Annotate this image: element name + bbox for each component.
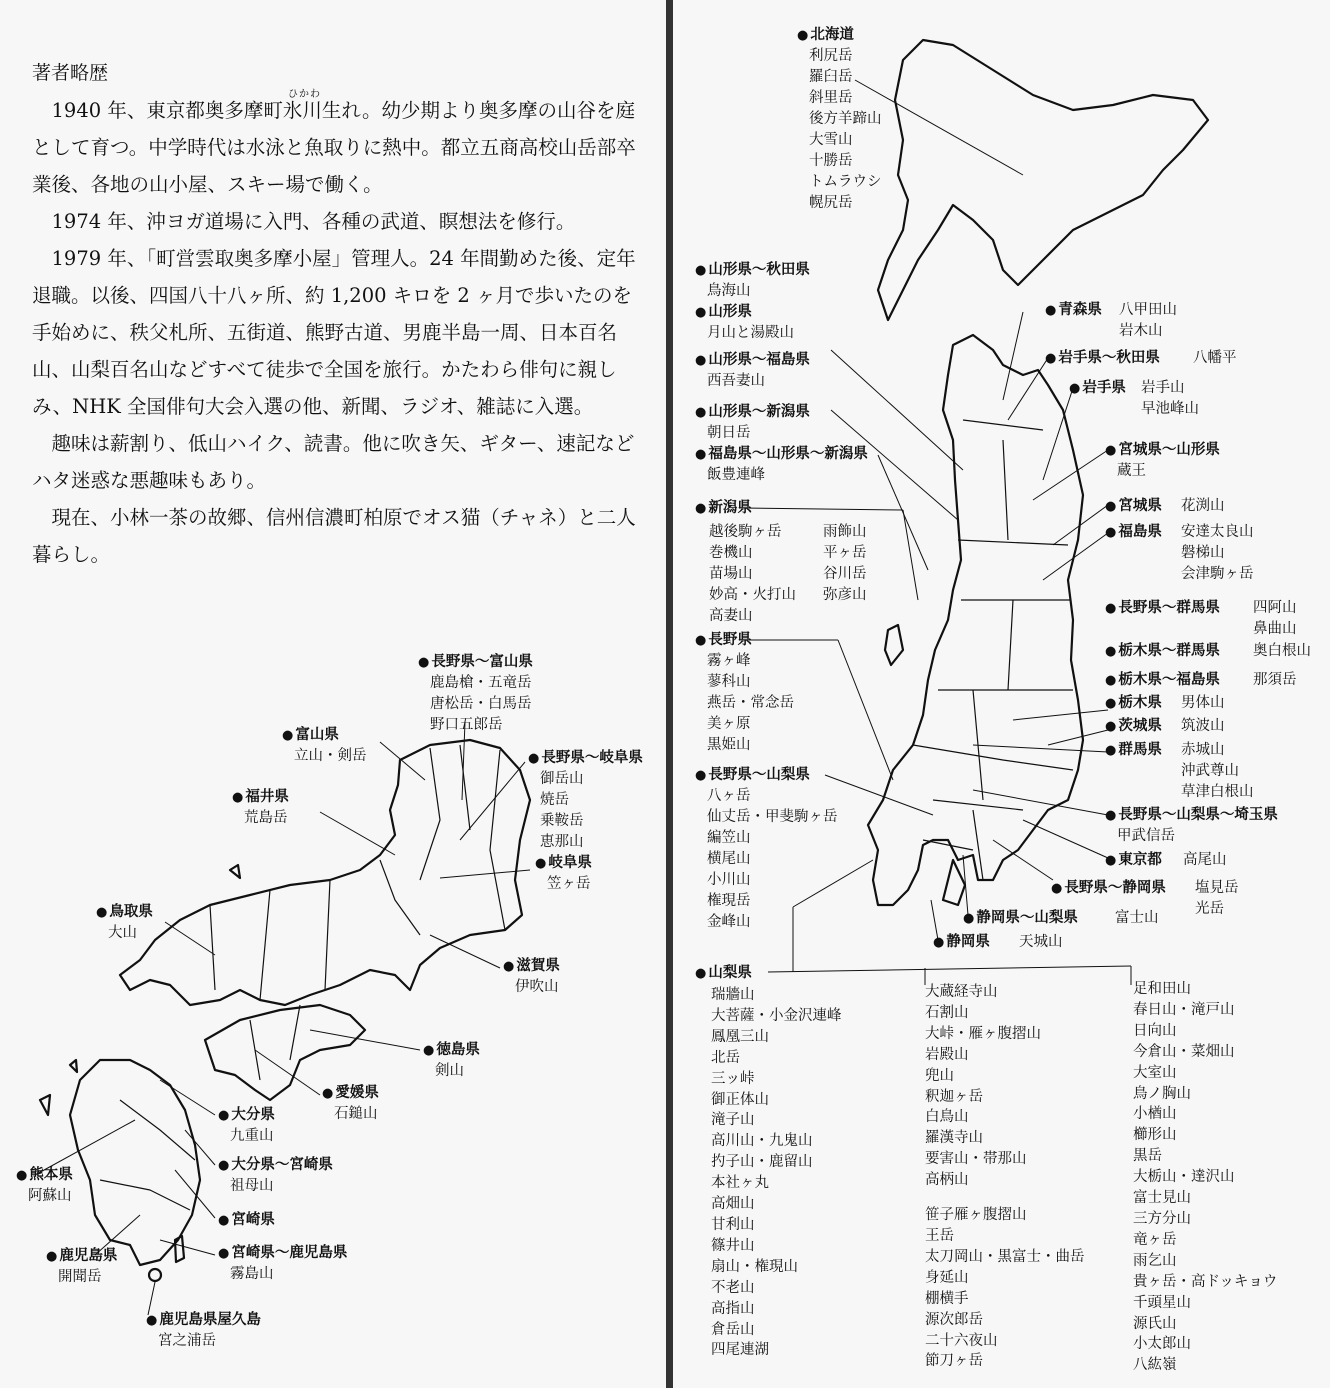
mountain-name: 千頭星山 [1133,1294,1191,1311]
label-shiga: ● 滋賀県 伊吹山 [503,956,560,998]
ibaraki-mountains: 筑波山 [1181,718,1225,734]
label-miyagi-yamagata: ● 宮城県～山形県 蔵王 [1105,440,1220,482]
mountain-name: 羅漢寺山 [925,1130,983,1147]
mountain-name: 石割山 [925,1004,969,1021]
label-yamagata-niigata: ● 山形県～新潟県 朝日岳 [695,402,810,444]
tochigi-gunma-mountains: 奥白根山 [1253,643,1311,659]
mountain-name: 不老山 [711,1279,755,1296]
label-ehime: ● 愛媛県 石鎚山 [322,1083,379,1125]
mountain-name: 竜ヶ岳 [1133,1231,1177,1248]
kyushu-outline [70,1060,200,1265]
mountain-name: 御正体山 [711,1091,769,1108]
mountain-name: 富士見山 [1133,1190,1191,1207]
tokyo-mountains: 高尾山 [1183,852,1227,868]
yamanashi-mountains-col2 [925,982,1085,1372]
label-oita: ● 大分県 九重山 [218,1105,275,1147]
label-yamagata-fukushima: ● 山形県～福島県 西吾妻山 [695,350,810,392]
mountain-name: 棚横手 [925,1290,969,1307]
mountain-name: 瑞牆山 [711,987,755,1003]
mountain-name: 黒岳 [1133,1148,1162,1165]
label-kumamoto: ● 熊本県 阿蘇山 [16,1165,73,1207]
iwate-akita-mountains: 八幡平 [1193,350,1237,366]
aomori-mountains: 八甲田山 岩木山 [1119,302,1177,339]
label-shizuoka: ● 静岡県 [933,932,990,953]
mountain-name: 扚子山・鹿留山 [711,1154,813,1171]
gunma-mountains: 赤城山 沖武尊山 草津白根山 [1181,742,1254,800]
bio-paragraph: 1940 年、東京都奥多摩町氷川生れ。幼少期より奥多摩の山谷を庭として育つ。中学時代は水泳と魚取りに熱中。都立五商高校山岳部卒業後、各地の山小屋、スキー場で働く。 [32,99,636,196]
mountain-name: 雨乞山 [1133,1252,1177,1269]
label-miyazaki: ● 宮崎県 [218,1210,275,1231]
label-gunma: ● 群馬県 [1105,740,1162,761]
mountain-name: 八紘嶺 [1133,1357,1177,1374]
label-tottori: ● 鳥取県 大山 [96,902,153,944]
page-gutter [666,0,673,1388]
mountain-name: 今倉山・菜畑山 [1133,1043,1235,1060]
mountain-name: 源氏山 [1133,1315,1177,1332]
niigata-mountains-col2: 雨飾山 平ヶ岳 谷川岳 弥彦山 [823,524,867,603]
label-aomori: ● 青森県 [1045,300,1102,321]
shizuoka-mountains: 天城山 [1019,934,1063,950]
label-miyazaki-kagoshima: ● 宮崎県～鹿児島県 霧島山 [218,1243,347,1285]
iwate-mountains: 岩手山 早池峰山 [1141,380,1199,417]
label-tokyo: ● 東京都 [1105,850,1162,871]
nagano-shizuoka-mountains: 塩見岳 光岳 [1195,880,1239,917]
label-yamanashi: ● 山梨県 [695,963,752,984]
right-page [673,0,1330,1388]
tochigi-mountains: 男体山 [1181,695,1225,711]
mountain-name: 大室山 [1133,1064,1177,1081]
label-fukushima-yamagata-niigata: ● 福島県～山形県～新潟県 飯豊連峰 [695,444,868,486]
mountain-name: 白鳥山 [925,1109,969,1126]
label-tokushima: ● 徳島県 剣山 [423,1040,480,1082]
mountain-name: 北岳 [711,1049,740,1066]
nagano-gunma-mountains: 四阿山 鼻曲山 [1253,600,1297,637]
label-fukui: ● 福井県 荒島岳 [232,787,289,829]
label-nagano-shizuoka: ● 長野県～静岡県 [1051,878,1166,899]
yamanashi-mountains-col3 [1133,979,1277,1376]
mountain-name: 小楢山 [1133,1106,1177,1123]
bio-paragraph: 1974 年、沖ヨガ道場に入門、各種の武道、瞑想法を修行。 [51,210,576,233]
label-nagano: ● 長野県 霧ヶ峰 蓼科山 燕岳・常念岳 美ヶ原 黒姫山 [695,630,794,756]
mountain-name: 高畑山 [711,1196,755,1213]
mountain-name: 源次郎岳 [925,1311,983,1328]
label-yakushima: ● 鹿児島県屋久島 宮之浦岳 [146,1310,261,1352]
mountain-name: 高指山 [711,1300,755,1317]
label-nagano-gunma: ● 長野県～群馬県 [1105,598,1220,619]
label-miyagi: ● 宮城県 [1105,496,1162,517]
yamanashi-mountains-col1 [711,985,842,1361]
mountain-name: 大峠・雁ヶ腹摺山 [925,1025,1041,1042]
mountain-name: 鳥ノ胸山 [1133,1085,1191,1102]
mountain-name: 兜山 [925,1067,954,1084]
bio-paragraph: 現在、小林一茶の故郷、信州信濃町柏原でオス猫（チャネ）と二人暮らし。 [32,506,636,566]
label-iwate: ● 岩手県 [1069,378,1126,399]
label-ibaraki: ● 茨城県 [1105,716,1162,737]
west-honshu-outline [120,740,530,1005]
shizuoka-yamanashi-mountains: 富士山 [1115,910,1159,926]
mountain-name: 本社ヶ丸 [711,1175,769,1192]
label-oita-miyazaki: ● 大分県～宮崎県 祖母山 [218,1155,333,1197]
mountain-name: 大栃山・達沢山 [1133,1169,1235,1186]
label-hokkaido: ● 北海道 利尻岳 羅臼岳 斜里岳 後方羊蹄山 大雪山 十勝岳 トムラウシ 幌尻岳 [797,25,882,214]
label-tochigi-gunma: ● 栃木県～群馬県 [1105,641,1220,662]
mountain-name: 釈迦ヶ岳 [925,1088,983,1105]
mountain-name: 春日山・滝戸山 [1133,1001,1235,1018]
west-prefecture-borders [100,745,505,1210]
mountain-name: 高川山・九鬼山 [711,1133,813,1150]
label-fukushima: ● 福島県 [1105,522,1162,543]
mountain-name: 足和田山 [1133,981,1191,997]
mountain-name: 四尾連湖 [711,1342,769,1359]
mountain-name: 節刀ヶ岳 [925,1353,983,1370]
mountain-name: 三方分山 [1133,1210,1191,1227]
yakushima-island [149,1269,161,1281]
label-nagano-gifu: ● 長野県～岐阜県 御岳山 焼岳 乗鞍岳 恵那山 [528,748,643,853]
mountain-name: 貴ヶ岳・高ドッキョウ [1133,1273,1278,1290]
mountain-name: 小太郎山 [1133,1336,1191,1353]
column-gap [925,1191,1085,1205]
mountain-name: 要害山・帯那山 [925,1151,1027,1168]
mountain-name: 滝子山 [711,1112,755,1129]
label-tochigi-fukushima: ● 栃木県～福島県 [1105,670,1220,691]
sado-island [885,625,903,665]
label-iwate-akita: ● 岩手県～秋田県 [1045,348,1160,369]
label-gifu: ● 岐阜県 笠ヶ岳 [535,853,592,895]
mountain-name: 扇山・権現山 [711,1258,798,1275]
label-kagoshima: ● 鹿児島県 開聞岳 [46,1246,117,1288]
mountain-name: 太刀岡山・黒富士・曲岳 [925,1248,1085,1265]
mountain-name: 笹子雁ヶ腹摺山 [925,1207,1027,1224]
tochigi-fukushima-mountains: 那須岳 [1253,672,1297,688]
mountain-name: 櫛形山 [1133,1127,1177,1144]
mountain-name: 身延山 [925,1269,969,1286]
hokkaido-outline [878,40,1208,320]
mountain-name: 甘利山 [711,1216,755,1233]
mountain-name: 二十六夜山 [925,1332,998,1349]
fukushima-mountains: 安達太良山 磐梯山 会津駒ヶ岳 [1181,524,1254,582]
mountain-name: 篠井山 [711,1237,755,1254]
label-shizuoka-yamanashi: ● 静岡県～山梨県 [963,908,1078,929]
mountain-name: 日向山 [1133,1022,1177,1039]
mountain-name: 王岳 [925,1227,954,1244]
mountain-name: 岩殿山 [925,1046,969,1063]
miyagi-mountains: 花渕山 [1181,498,1225,514]
niigata-mountains-col1: 越後駒ヶ岳 巻機山 苗場山 妙高・火打山 高妻山 [709,524,796,624]
label-nagano-yamanashi-saitama: ● 長野県～山梨県～埼玉県 甲武信岳 [1105,805,1278,847]
mountain-name: 倉岳山 [711,1321,755,1338]
bio-paragraph: 趣味は薪割り、低山ハイク、読書。他に吹き矢、ギター、速記などハタ迷惑な悪趣味もあり。 [32,432,635,492]
label-nagano-toyama: ● 長野県～富山県 鹿島槍・五竜岳 唐松岳・白馬岳 野口五郎岳 [418,652,533,736]
label-toyama: ● 富山県 立山・剣岳 [282,725,367,767]
label-nagano-yamanashi: ● 長野県～山梨県 八ヶ岳 仙丈岳・甲斐駒ヶ岳 編笠山 横尾山 小川山 権現岳 金峰山 [695,765,838,933]
label-yamagata-akita: ● 山形県～秋田県 鳥海山 [695,260,810,302]
mountain-name: 大菩薩・小金沢連峰 [711,1007,842,1024]
mountain-name: 大蔵経寺山 [925,984,998,1000]
furigana-hikawa: ひかわ [288,89,321,100]
bio-title: 著者略歴 [32,62,109,84]
mountain-name: 鳳凰三山 [711,1028,769,1045]
label-tochigi: ● 栃木県 [1105,693,1162,714]
mountain-name: 高柄山 [925,1172,969,1189]
mountain-name: 三ッ峠 [711,1070,755,1087]
label-yamagata: ● 山形県 月山と湯殿山 [695,302,794,344]
bio-paragraph: 1979 年、「町営雲取奥多摩小屋」管理人。24 年間勤めた後、定年退職。以後、四国八十八ヶ所、約 1,200 キロを 2 ヶ月で歩いたのを手始めに、秩父札所、五街道、熊野古道、男鹿半島一周、日本百名山、山梨百名山などすべて徒歩で全国を旅行。かたわら俳句に親しみ、NHK 全国俳句大会入選の他、新聞、ラジオ、雑誌に入選。 [32,247,636,418]
izu-peninsula [943,860,965,905]
honshu-east-outline [868,335,1083,905]
label-niigata: ● 新潟県 [695,498,752,519]
